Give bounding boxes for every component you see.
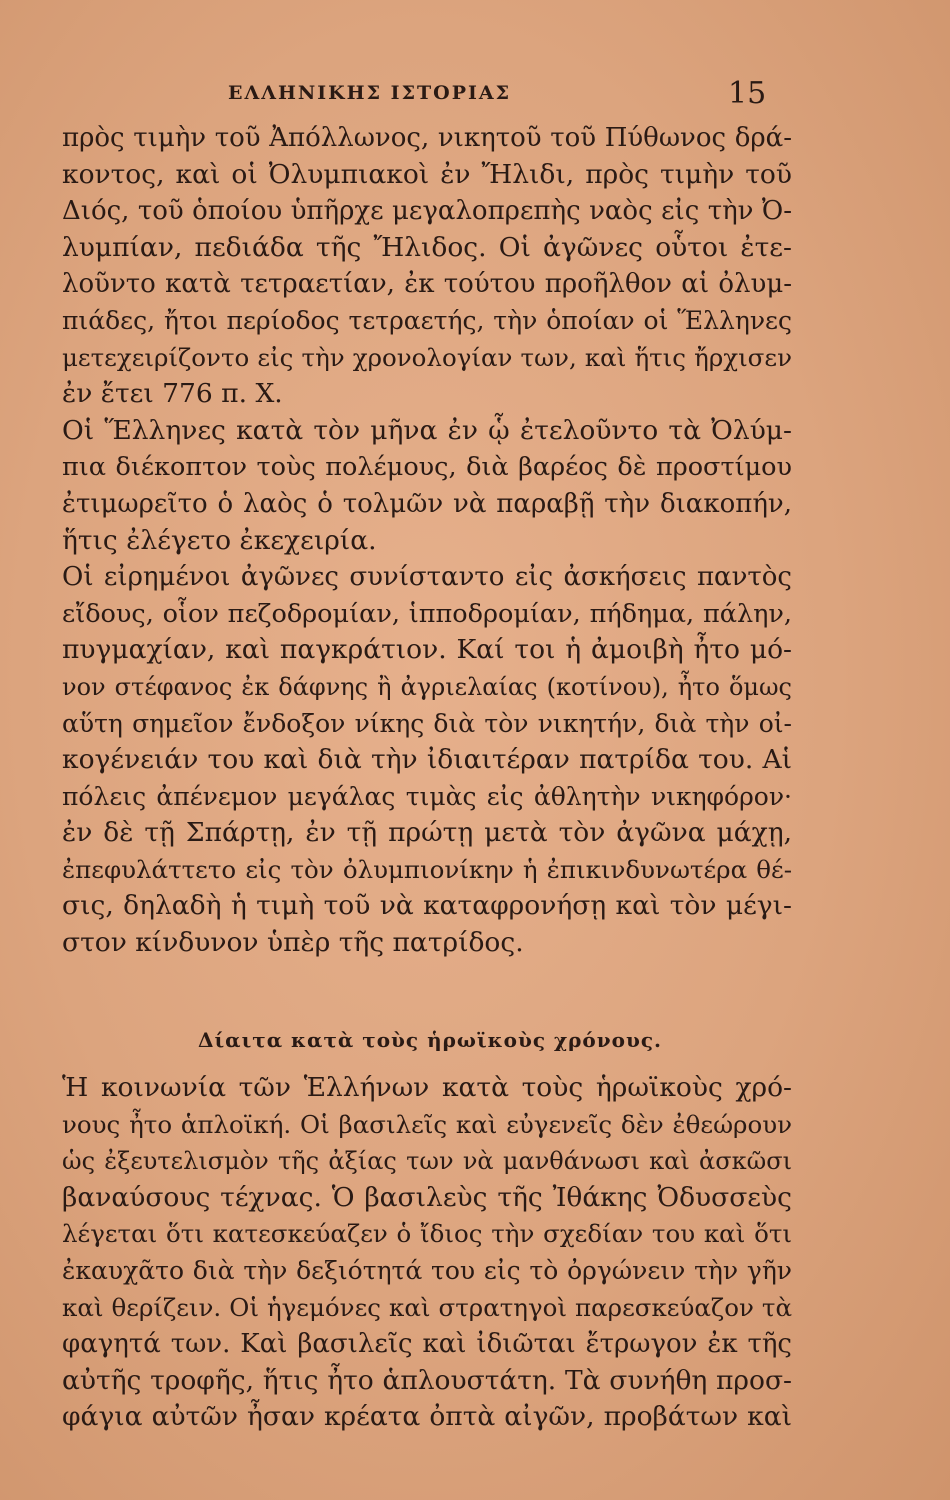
page-number: 15 xyxy=(728,76,767,111)
text-line: βαναύσους τέχνας. Ὁ βασιλεὺς τῆς Ἰθάκης Ὀδυσσεὺς xyxy=(62,1181,792,1213)
text-line: ἐν δὲ τῇ Σπάρτῃ, ἐν τῇ πρώτῃ μετὰ τὸν ἀγῶνα μάχῃ, xyxy=(62,817,792,849)
text-line: φαγητά των. Καὶ βασιλεῖς καὶ ἰδιῶται ἔτρωγον ἐκ τῆς xyxy=(62,1329,792,1360)
text-line: ἐτιμωρεῖτο ὁ λαὸς ὁ τολμῶν νὰ παραβῇ τὴν διακοπήν, xyxy=(62,488,792,519)
text-line: φάγια αὐτῶν ἦσαν κρέατα ὀπτὰ αἰγῶν, προβάτων καὶ xyxy=(62,1401,792,1433)
text-line: πιάδες, ἤτοι περίοδος τετραετής, τὴν ὁποίαν οἱ Ἕλληνες xyxy=(62,305,792,335)
text-line: αὐτῆς τροφῆς, ἥτις ἦτο ἁπλουστάτη. Τὰ συνήθη προσ- xyxy=(62,1364,792,1396)
paragraph-4 xyxy=(62,1070,792,1436)
text-line: καὶ θερίζειν. Οἱ ἡγεμόνες καὶ στρατηγοὶ παρεσκεύαζον τὰ xyxy=(62,1292,792,1322)
text-line: λυμπίαν, πεδιάδα τῆς Ἤλιδος. Οἱ ἀγῶνες οὗτοι ἐτε- xyxy=(62,231,792,263)
text-line: εἴδους, οἷον πεζοδρομίαν, ἱπποδρομίαν, πήδημα, πάλην, xyxy=(62,598,792,629)
text-line: Οἱ Ἕλληνες κατὰ τὸν μῆνα ἐν ᾧ ἐτελοῦντο τὰ Ὀλύμ- xyxy=(62,414,792,446)
text-line: σις, δηλαδὴ ἡ τιμὴ τοῦ νὰ καταφρονήσῃ καὶ τὸν μέγι- xyxy=(62,890,792,922)
text-line: λέγεται ὅτι κατεσκεύαζεν ὁ ἴδιος τὴν σχεδίαν του καὶ ὅτι xyxy=(62,1219,792,1249)
text-line: κοντος, καὶ οἱ Ὀλυμπιακοὶ ἐν Ἤλιδι, πρὸς τιμὴν τοῦ xyxy=(62,158,792,190)
text-line: ὡς ἐξευτελισμὸν τῆς ἀξίας των νὰ μανθάνωσι καὶ ἀσκῶσι xyxy=(62,1147,792,1176)
body-text xyxy=(62,120,792,962)
text-line: στον κίνδυνον ὑπὲρ τῆς πατρίδος. xyxy=(62,927,524,959)
paragraph-3 xyxy=(62,559,792,962)
text-line: ἥτις ἐλέγετο ἐκεχειρία. xyxy=(62,524,377,556)
text-line: Οἱ εἰρημένοι ἀγῶνες συνίσταντο εἰς ἀσκήσεις παντὸς xyxy=(62,562,792,593)
running-title: ΕΛΛΗΝΙΚΗΣ ΙΣΤΟΡΙΑΣ xyxy=(228,82,512,104)
text-line: μετεχειρίζοντο εἰς τὴν χρονολογίαν των, καὶ ἥτις ἤρχισεν xyxy=(62,342,792,372)
text-line: Ἡ κοινωνία τῶν Ἑλλήνων κατὰ τοὺς ἡρωϊκοὺς χρό- xyxy=(62,1072,792,1103)
text-line: αὕτη σημεῖον ἔνδοξον νίκης διὰ τὸν νικητήν, διὰ τὴν οἰ- xyxy=(62,708,792,738)
body-text-2 xyxy=(62,1070,792,1436)
text-line: Διός, τοῦ ὁποίου ὑπῆρχε μεγαλοπρεπὴς ναὸς εἰς τὴν Ὀ- xyxy=(62,196,792,227)
text-line: πρὸς τιμὴν τοῦ Ἀπόλλωνος, νικητοῦ τοῦ Πύθωνος δρά- xyxy=(62,123,792,153)
text-line: λοῦντο κατὰ τετραετίαν, ἐκ τούτου προῆλθον αἱ ὀλυμ- xyxy=(62,269,792,300)
page-header xyxy=(0,76,950,116)
section-heading: Δίαιτα κατὰ τοὺς ἡρωϊκοὺς χρόνους. xyxy=(197,1028,663,1052)
text-line: ἐπεφυλάττετο εἰς τὸν ὀλυμπιονίκην ἡ ἐπικινδυνωτέρα θέ- xyxy=(62,854,792,884)
text-line: πυγμαχίαν, καὶ παγκράτιον. Καί τοι ἡ ἀμοιβὴ ἦτο μό- xyxy=(62,634,792,666)
text-line: νον στέφανος ἐκ δάφνης ἢ ἀγριελαίας (κοτίνου), ἦτο ὅμως xyxy=(62,672,792,701)
text-line: πια διέκοπτον τοὺς πολέμους, διὰ βαρέος δὲ προστίμου xyxy=(62,452,792,483)
text-line: ἐν ἔτει 776 π. Χ. xyxy=(62,378,283,410)
text-line: πόλεις ἀπένεμον μεγάλας τιμὰς εἰς ἀθλητὴν νικηφόρον· xyxy=(62,781,792,811)
text-line: κογένειάν του καὶ διὰ τὴν ἰδιαιτέραν πατρίδα του. Αἱ xyxy=(62,744,792,776)
paragraph-2 xyxy=(62,413,792,559)
text-line: νους ἦτο ἁπλοϊκή. Οἱ βασιλεῖς καὶ εὐγενεῖς δὲν ἐθεώρουν xyxy=(62,1109,792,1139)
text-line: ἐκαυχᾶτο διὰ τὴν δεξιότητά του εἰς τὸ ὀργώνειν τὴν γῆν xyxy=(62,1255,792,1285)
paragraph-1 xyxy=(62,120,792,413)
